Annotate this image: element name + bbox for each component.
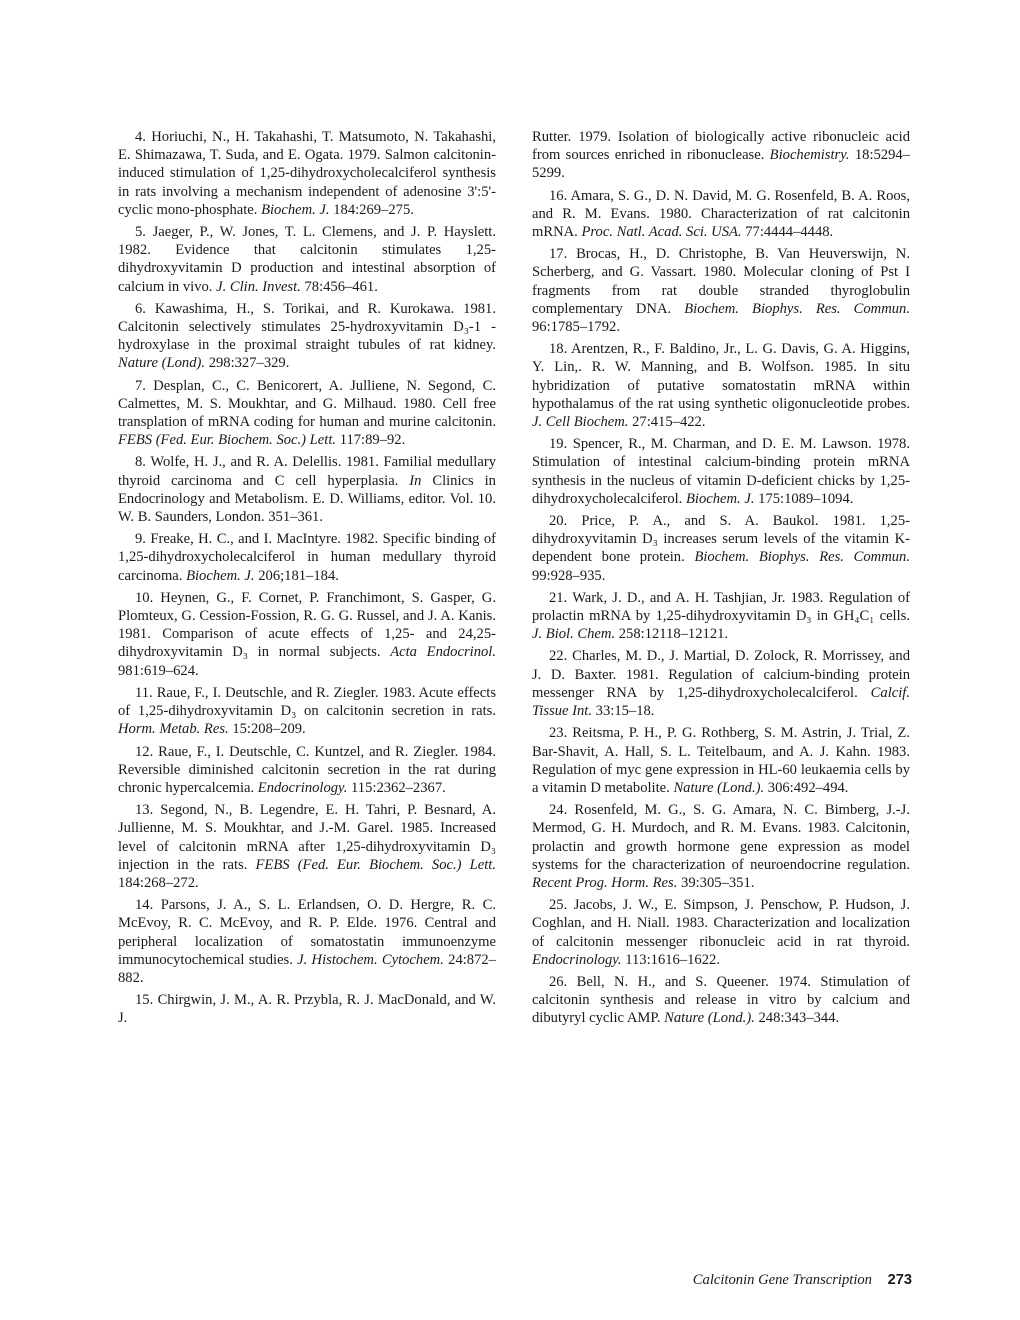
- reference-item: [118, 589, 496, 680]
- reference-number: 23.: [549, 725, 568, 742]
- reference-citation: 15:208–209.: [232, 721, 306, 738]
- reference-number: 16.: [549, 187, 568, 204]
- reference-number: 6.: [135, 300, 146, 317]
- reference-item: [532, 245, 910, 336]
- reference-journal: Endocrinology.: [257, 779, 348, 796]
- reference-citation: 18:5294–5299.: [532, 147, 910, 182]
- reference-citation: 39:305–351.: [681, 874, 755, 891]
- reference-journal: Biochemistry.: [769, 147, 850, 164]
- reference-item: [532, 187, 910, 242]
- reference-text: Raue, F., I. Deutschle, C. Kuntzel, and R. Ziegler. 1984. Reversible diminished calcitonin secretion in the rat during chronic hypercalcemia.: [118, 743, 496, 796]
- reference-journal: J. Histochem. Cytochem.: [297, 951, 444, 968]
- reference-text: Segond, N., B. Legendre, E. H. Tahri, P. Besnard, A. Jullienne, M. S. Moukhtar, and J.-M. Garel. 1985. Increased level of calcitonin mRNA after 1,25-dihydroxyvitamin D₃ injection in the rats.: [118, 802, 496, 873]
- reference-journal: Nature (Lond).: [118, 355, 206, 372]
- reference-text: Jaeger, P., W. Jones, T. L. Clemens, and J. P. Hayslett. 1982. Evidence that calcitonin stimulates 1,25-dihydroxyvitamin D production and intestinal absorption of calcium in vivo.: [118, 224, 496, 295]
- reference-citation: 78:456–461.: [304, 278, 378, 295]
- reference-citation: 184:268–272.: [118, 874, 199, 891]
- reference-text: Raue, F., I. Deutschle, and R. Ziegler. 1983. Acute effects of 1,25-dihydroxyvitamin D₃ on calcitonin secretion in rats.: [118, 684, 496, 720]
- reference-citation: 306:492–494.: [767, 779, 849, 796]
- reference-citation: 77:4444–4448.: [745, 224, 834, 241]
- reference-text: Price, P. A., and S. A. Baukol. 1981. 1,25-dihydroxyvitamin D₃ increases serum levels of the vitamin K-dependent bone protein.: [532, 513, 910, 566]
- reference-journal: J. Clin. Invest.: [216, 278, 301, 295]
- reference-item: [118, 377, 496, 450]
- reference-number: 12.: [135, 743, 154, 760]
- reference-text: Amara, S. G., D. N. David, M. G. Rosenfeld, B. A. Roos, and R. M. Evans. 1980. Characterization of rat calcitonin mRNA.: [532, 187, 910, 241]
- reference-number: 26.: [549, 973, 568, 990]
- reference-journal: FEBS (Fed. Eur. Biochem. Soc.) Lett.: [118, 432, 337, 449]
- reference-number: 7.: [135, 377, 146, 394]
- reference-text: Freake, H. C., and I. MacIntyre. 1982. Specific binding of 1,25-dihydroxycholecalciferol in human medullary thyroid carcinoma.: [118, 531, 496, 584]
- reference-number: 20.: [549, 513, 568, 530]
- reference-citation: 115:2362–2367.: [351, 779, 446, 796]
- reference-item: [118, 743, 496, 798]
- reference-item: [532, 801, 910, 892]
- reference-text: Bell, N. H., and S. Queener. 1974. Stimulation of calcitonin synthesis and release in vitro by calcium and dibutyryl cyclic AMP.: [532, 973, 910, 1027]
- page-number: 273: [887, 1272, 912, 1288]
- reference-item: [118, 530, 496, 585]
- reference-item: [532, 647, 910, 720]
- reference-journal: Biochem. J.: [686, 490, 755, 507]
- reference-journal: J. Cell Biochem.: [532, 414, 629, 431]
- reference-item: [532, 724, 910, 797]
- reference-item: [118, 991, 496, 1027]
- reference-number: 9.: [135, 531, 146, 548]
- reference-number: 8.: [135, 454, 146, 471]
- reference-citation: 24:872–882.: [118, 951, 496, 986]
- reference-item: [118, 896, 496, 987]
- reference-number: 11.: [135, 684, 153, 701]
- reference-journal: Nature (Lond.).: [673, 779, 765, 796]
- reference-text: Chirgwin, J. M., A. R. Przybla, R. J. MacDonald, and W. J.: [118, 992, 496, 1027]
- reference-text: Horiuchi, N., H. Takahashi, T. Matsumoto, N. Takahashi, E. Shimazawa, T. Suda, and E. Ogata. 1979. Salmon calcitonin-induced stimulation of 1,25-dihydroxycholecalciferol synthesis in rats involving a mechanism independent of adenosine 3':5'-cyclic mono-phosphate.: [118, 129, 497, 218]
- reference-column-right: [532, 128, 910, 1032]
- reference-text: Reitsma, P. H., P. G. Rothberg, S. M. Astrin, J. Trial, Z. Bar-Shavit, A. Hall, S. L. Teitelbaum, and A. J. Kahn. 1983. Regulation of myc gene expression in HL-60 leukaemia cells by a vitamin D metabolite.: [532, 725, 911, 796]
- reference-text: Wolfe, H. J., and R. A. Delellis. 1981. Familial medullary thyroid carcinoma and C cell hyperplasia.: [118, 454, 496, 489]
- reference-item: [118, 128, 496, 219]
- reference-citation: 248:343–344.: [758, 1010, 840, 1027]
- reference-number: 19.: [549, 436, 568, 453]
- reference-citation: Clinics in Endocrinology and Metabolism. E. D. Williams, editor. Vol. 10. W. B. Saunders, London. 351–361.: [118, 472, 496, 526]
- reference-journal: Endocrinology.: [532, 951, 622, 968]
- reference-journal: Calcif. Tissue Int.: [532, 684, 910, 720]
- reference-journal: In: [409, 472, 422, 489]
- reference-citation: 298:327–329.: [208, 355, 290, 372]
- reference-text: Brocas, H., D. Christophe, B. Van Heuverswijn, N. Scherberg, and G. Vassart. 1980. Molecular cloning of Pst I fragments from rat double stranded thyroglobulin complementary DNA.: [532, 246, 910, 317]
- reference-number: 5.: [135, 224, 146, 241]
- reference-item: [532, 128, 910, 183]
- reference-journal: Recent Prog. Horm. Res.: [532, 874, 678, 891]
- reference-journal: Biochem. Biophys. Res. Commun.: [684, 300, 910, 317]
- reference-journal: Biochem. J.: [261, 201, 330, 218]
- reference-text: Arentzen, R., F. Baldino, Jr., L. G. Davis, G. A. Higgins, Y. Lin,. R. W. Manning, and B. Wolfson. 1985. In situ hybridization of putative somatostatin mRNA within hypothalamus of the rat using synthetic oligonucleotide probes.: [532, 341, 911, 412]
- reference-journal: Horm. Metab. Res.: [118, 721, 229, 738]
- reference-journal: J. Biol. Chem.: [532, 626, 616, 643]
- reference-number: 17.: [549, 246, 568, 263]
- reference-number: 21.: [549, 589, 568, 606]
- reference-journal: Proc. Natl. Acad. Sci. USA.: [581, 224, 742, 241]
- reference-number: 24.: [549, 802, 568, 819]
- reference-citation: 258:12118–12121.: [618, 626, 729, 643]
- reference-citation: 27:415–422.: [632, 414, 706, 431]
- reference-item: [118, 223, 496, 296]
- reference-citation: 99:928–935.: [532, 567, 606, 584]
- running-title: Calcitonin Gene Transcription: [692, 1272, 872, 1288]
- reference-text: Rutter. 1979. Isolation of biologically active ribonucleic acid from sources enriched in ribonuclease.: [532, 129, 910, 164]
- reference-number: 25.: [549, 897, 568, 914]
- reference-item: [532, 435, 910, 508]
- page-footer: [693, 1272, 912, 1289]
- reference-text: Kawashima, H., S. Torikai, and R. Kurokawa. 1981. Calcitonin selectively stimulates 25-hydroxyvitamin D₃-1 -hydroxylase in the proximal straight tubules of rat kidney.: [118, 300, 496, 354]
- reference-citation: 206;181–184.: [258, 567, 339, 584]
- reference-citation: 96:1785–1792.: [532, 319, 620, 336]
- reference-journal: Biochem. Biophys. Res. Commun.: [694, 549, 910, 566]
- reference-citation: 184:269–275.: [333, 201, 414, 218]
- reference-citation: 175:1089–1094.: [758, 490, 854, 507]
- reference-item: [118, 801, 496, 892]
- reference-text: Rosenfeld, M. G., S. G. Amara, N. C. Bimberg, J.-J. Mermod, G. H. Murdoch, and R. M. Evans. 1983. Calcitonin, prolactin and growth hormone gene expression as model systems for the characterization of neuroendocrine regulation.: [532, 802, 910, 873]
- reference-item: [532, 589, 910, 644]
- reference-item: [532, 512, 910, 585]
- reference-item: [118, 684, 496, 739]
- reference-number: 4.: [135, 129, 146, 145]
- reference-item: [532, 340, 910, 431]
- reference-journal: Acta Endocrinol.: [390, 644, 496, 661]
- reference-text: Parsons, J. A., S. L. Erlandsen, O. D. Hergre, R. C. McEvoy, R. C. McEvoy, and R. P. Elde. 1976. Central and peripheral localization of somatostatin immunoenzyme immunocytochemical studies.: [118, 897, 496, 968]
- reference-text: Wark, J. D., and A. H. Tashjian, Jr. 1983. Regulation of prolactin mRNA by 1,25-dihydroxyvitamin D₃ in GH₄C₁ cells.: [532, 589, 910, 625]
- reference-item: [118, 300, 496, 373]
- reference-citation: 117:89–92.: [339, 432, 406, 449]
- reference-text: Jacobs, J. W., E. Simpson, J. Penschow, P. Hudson, J. Coghlan, and H. Niall. 1983. Characterization and localization of calcitonin messenger ribonucleic acid in rat thyroid.: [532, 897, 910, 950]
- reference-text: Charles, M. D., J. Martial, D. Zolock, R. Morrissey, and J. D. Baxter. 1981. Regulation of calcium-binding protein messenger RNA by 1,25-dihydroxycholecalciferol.: [532, 648, 910, 701]
- reference-number: 15.: [135, 992, 154, 1009]
- reference-citation: 981:619–624.: [118, 662, 199, 679]
- reference-journal: Nature (Lond.).: [664, 1010, 755, 1027]
- reference-number: 10.: [135, 589, 154, 606]
- reference-text: Spencer, R., M. Charman, and D. E. M. Lawson. 1978. Stimulation of intestinal calcium-binding protein mRNA synthesis in the nucleus of vitamin D-deficient chicks by 1,25-dihydroxycholecalciferol.: [532, 436, 910, 507]
- reference-citation: 33:15–18.: [595, 703, 655, 720]
- reference-number: 14.: [135, 897, 154, 914]
- reference-journal: Biochem. J.: [186, 567, 255, 584]
- reference-item: [532, 973, 910, 1028]
- reference-text: Desplan, C., C. Benicorert, A. Julliene, N. Segond, C. Calmettes, M. S. Moukhtar, and G. Milhaud. 1980. Cell free transplation of mRNA coding for human and murine calcitonin.: [118, 377, 496, 431]
- reference-number: 18.: [549, 341, 568, 358]
- reference-journal: FEBS (Fed. Eur. Biochem. Soc.) Lett.: [255, 856, 496, 873]
- reference-item: [118, 453, 496, 526]
- reference-column-left: [118, 128, 496, 1032]
- reference-item: [532, 896, 910, 969]
- reference-citation: 113:1616–1622.: [625, 951, 720, 968]
- reference-text: Heynen, G., F. Cornet, P. Franchimont, S. Gasper, G. Plomteux, G. Cession-Fossion, R. G. G. Russel, and J. A. Kanis. 1981. Comparison of acute effects of 1,25- and 24,25-dihydroxyvitamin D₃ in normal subjects.: [118, 589, 496, 661]
- reference-number: 22.: [549, 648, 568, 665]
- reference-number: 13.: [135, 802, 154, 819]
